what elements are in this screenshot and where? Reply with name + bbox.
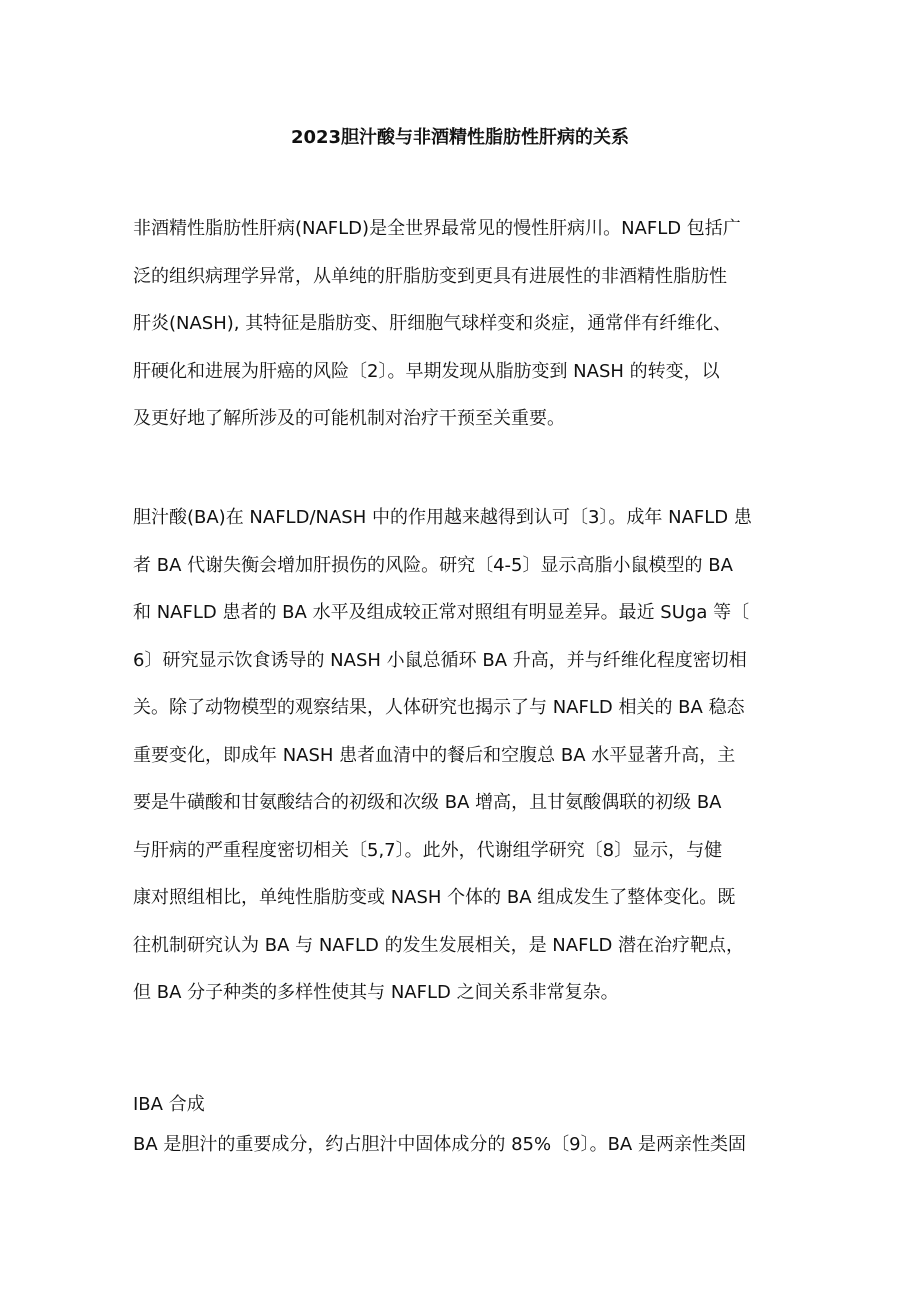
paragraph-line: 和 NAFLD 患者的 BA 水平及组成较正常对照组有明显差异。最近 SUga 等〔 (133, 602, 750, 623)
paragraph-line: 但 BA 分子种类的多样性使其与 NAFLD 之间关系非常复杂。 (133, 982, 619, 1003)
document-title: 2023胆汁酸与非酒精性脂肪性肝病的关系 (290, 127, 630, 148)
paragraph-nafld-intro (133, 205, 793, 443)
paragraph-line: 肝炎(NASH), 其特征是脂肪变、肝细胞气球样变和炎症，通常伴有纤维化、 (133, 313, 732, 334)
paragraph-line: 及更好地了解所涉及的可能机制对治疗干预至关重要。 (133, 408, 565, 429)
paragraph-ba-synthesis (133, 1121, 793, 1169)
paragraph-line: 往机制研究认为 BA 与 NAFLD 的发生发展相关，是 NAFLD 潜在治疗靶点， (133, 934, 745, 956)
paragraph-line: 关。除了动物模型的观察结果，人体研究也揭示了与 NAFLD 相关的 BA 稳态 (133, 697, 745, 718)
paragraph-line: 6〕研究显示饮食诱导的 NASH 小鼠总循环 BA 升高，并与纤维化程度密切相 (133, 649, 747, 671)
paragraph-line: 要是牛磺酸和甘氨酸结合的初级和次级 BA 增高，且甘氨酸偶联的初级 BA (133, 792, 722, 813)
paragraph-line: BA 是胆汁的重要成分，约占胆汁中固体成分的 85%〔9〕。BA 是两亲性类固 (133, 1134, 746, 1155)
paragraph-line: 泛的组织病理学异常，从单纯的肝脂肪变到更具有进展性的非酒精性脂肪性 (133, 265, 727, 287)
paragraph-line: 与肝病的严重程度密切相关〔5,7〕。此外，代谢组学研究〔8〕显示，与健 (133, 839, 723, 861)
paragraph-line: 重要变化，即成年 NASH 患者血清中的餐后和空腹总 BA 水平显著升高，主 (133, 744, 736, 766)
paragraph-line: 康对照组相比，单纯性脂肪变或 NASH 个体的 BA 组成发生了整体变化。既 (133, 887, 736, 908)
section-heading: IBA 合成 (133, 1094, 205, 1115)
paragraph-line: 非酒精性脂肪性肝病(NAFLD)是全世界最常见的慢性肝病川。NAFLD 包括广 (133, 218, 741, 239)
paragraph-line: 者 BA 代谢失衡会增加肝损伤的风险。研究〔4-5〕显示高脂小鼠模型的 BA (133, 554, 733, 576)
paragraph-line: 胆汁酸(BA)在 NAFLD/NASH 中的作用越来越得到认可〔3〕。成年 NAFLD 患 (133, 507, 752, 528)
paragraph-bile-acid-role (133, 494, 793, 1017)
paragraph-line: 肝硬化和进展为肝癌的风险〔2〕。早期发现从脂肪变到 NASH 的转变，以 (133, 360, 720, 382)
